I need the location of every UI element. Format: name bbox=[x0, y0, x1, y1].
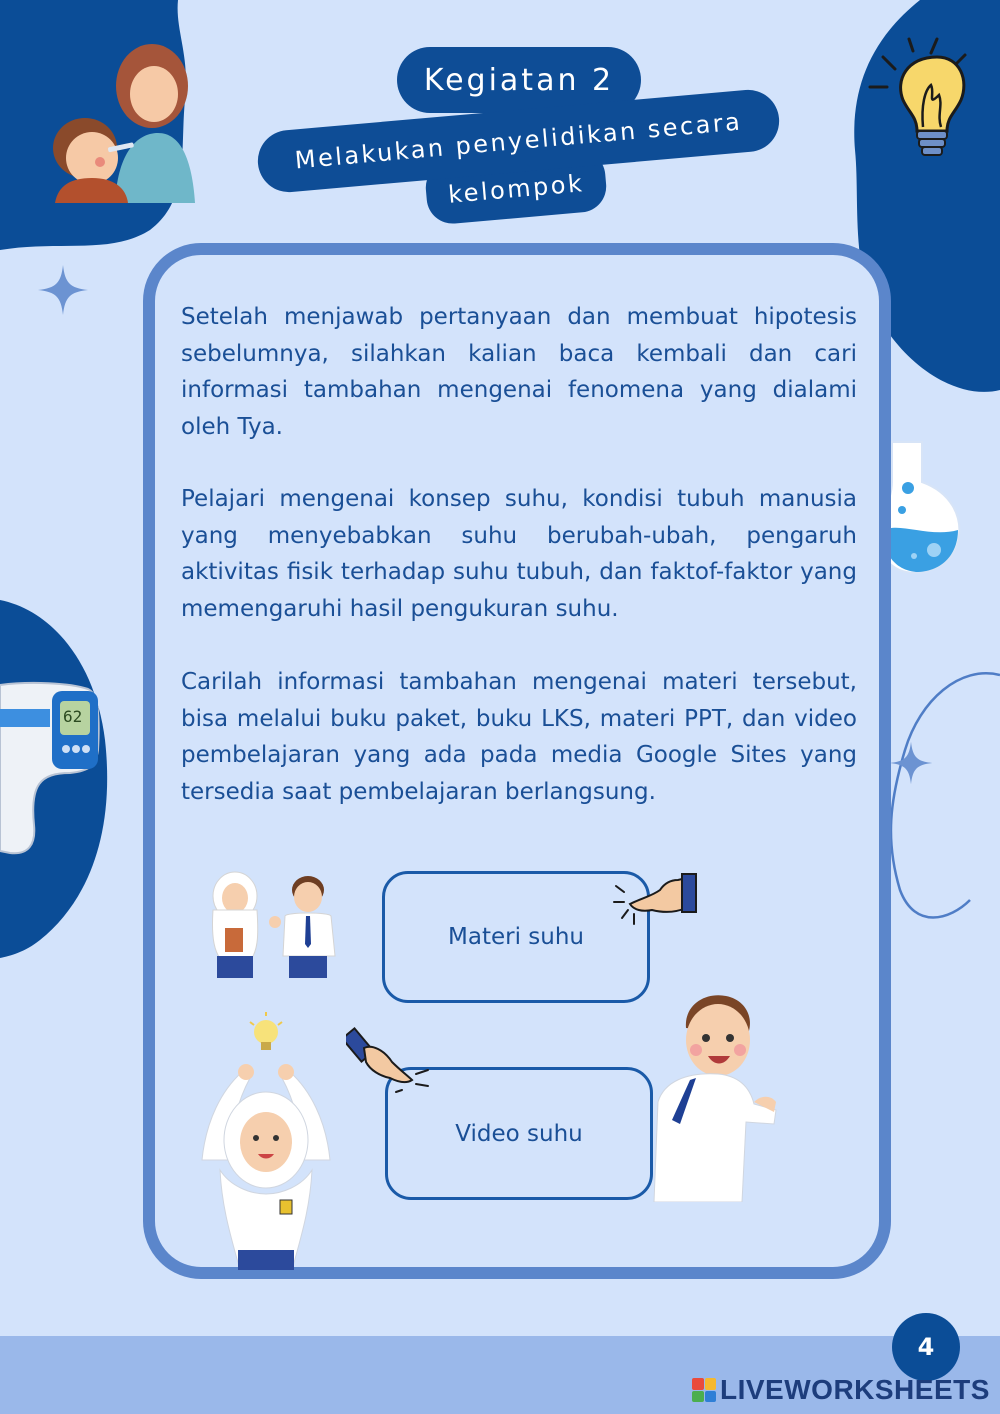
student-boy-illustration bbox=[650, 992, 780, 1202]
liveworksheets-watermark bbox=[692, 1374, 990, 1406]
student-girl-illustration bbox=[192, 1010, 340, 1270]
mother-child-illustration bbox=[40, 38, 195, 203]
instruction-paragraph-3: Carilah informasi tambahan mengenai materi tersebut, bisa melalui buku paket, buku LKS, materi PPT, dan video pembelajaran yang ada pada media Google Sites yang tersedia saat pembelajaran berlangsung. bbox=[181, 669, 857, 805]
page-title: Kegiatan 2 bbox=[397, 47, 641, 113]
instruction-paragraph-1: Setelah menjawab pertanyaan dan membuat hipotesis sebelumnya, silahkan kalian baca kembali dan cari informasi tambahan mengenai fenomena yang dialami oleh Tya. bbox=[181, 304, 857, 440]
video-suhu-button[interactable]: Video suhu bbox=[385, 1067, 653, 1200]
lightbulb-icon bbox=[865, 35, 975, 170]
materi-suhu-button[interactable]: Materi suhu bbox=[382, 871, 650, 1003]
pointing-hand-icon bbox=[346, 1022, 432, 1094]
sparkle-icon bbox=[888, 740, 934, 786]
right-curve-line bbox=[880, 660, 1000, 930]
thermometer-gun-icon bbox=[0, 675, 100, 865]
flask-icon bbox=[878, 436, 968, 581]
watermark-text: LIVEWORKSHEETS bbox=[720, 1374, 990, 1405]
subtitle-line-2: kelompok bbox=[424, 148, 609, 225]
page-number: 4 bbox=[892, 1313, 960, 1381]
instruction-paragraph-2: Pelajari mengenai konsep suhu, kondisi tubuh manusia yang menyebabkan suhu berubah-ubah, pengaruh aktivitas fisik terhadap suhu tubuh, dan faktof-faktor yang memengaruhi hasil pengukuran suhu. bbox=[181, 486, 857, 622]
liveworksheets-logo-icon bbox=[692, 1378, 716, 1402]
students-illustration bbox=[205, 870, 350, 982]
subtitle-line-1: Melakukan penyelidikan secara bbox=[255, 87, 781, 194]
sparkle-icon bbox=[36, 263, 90, 317]
thermometer-display: 62 bbox=[63, 707, 83, 726]
subtitle bbox=[250, 92, 780, 222]
pointing-hand-icon bbox=[612, 868, 698, 930]
